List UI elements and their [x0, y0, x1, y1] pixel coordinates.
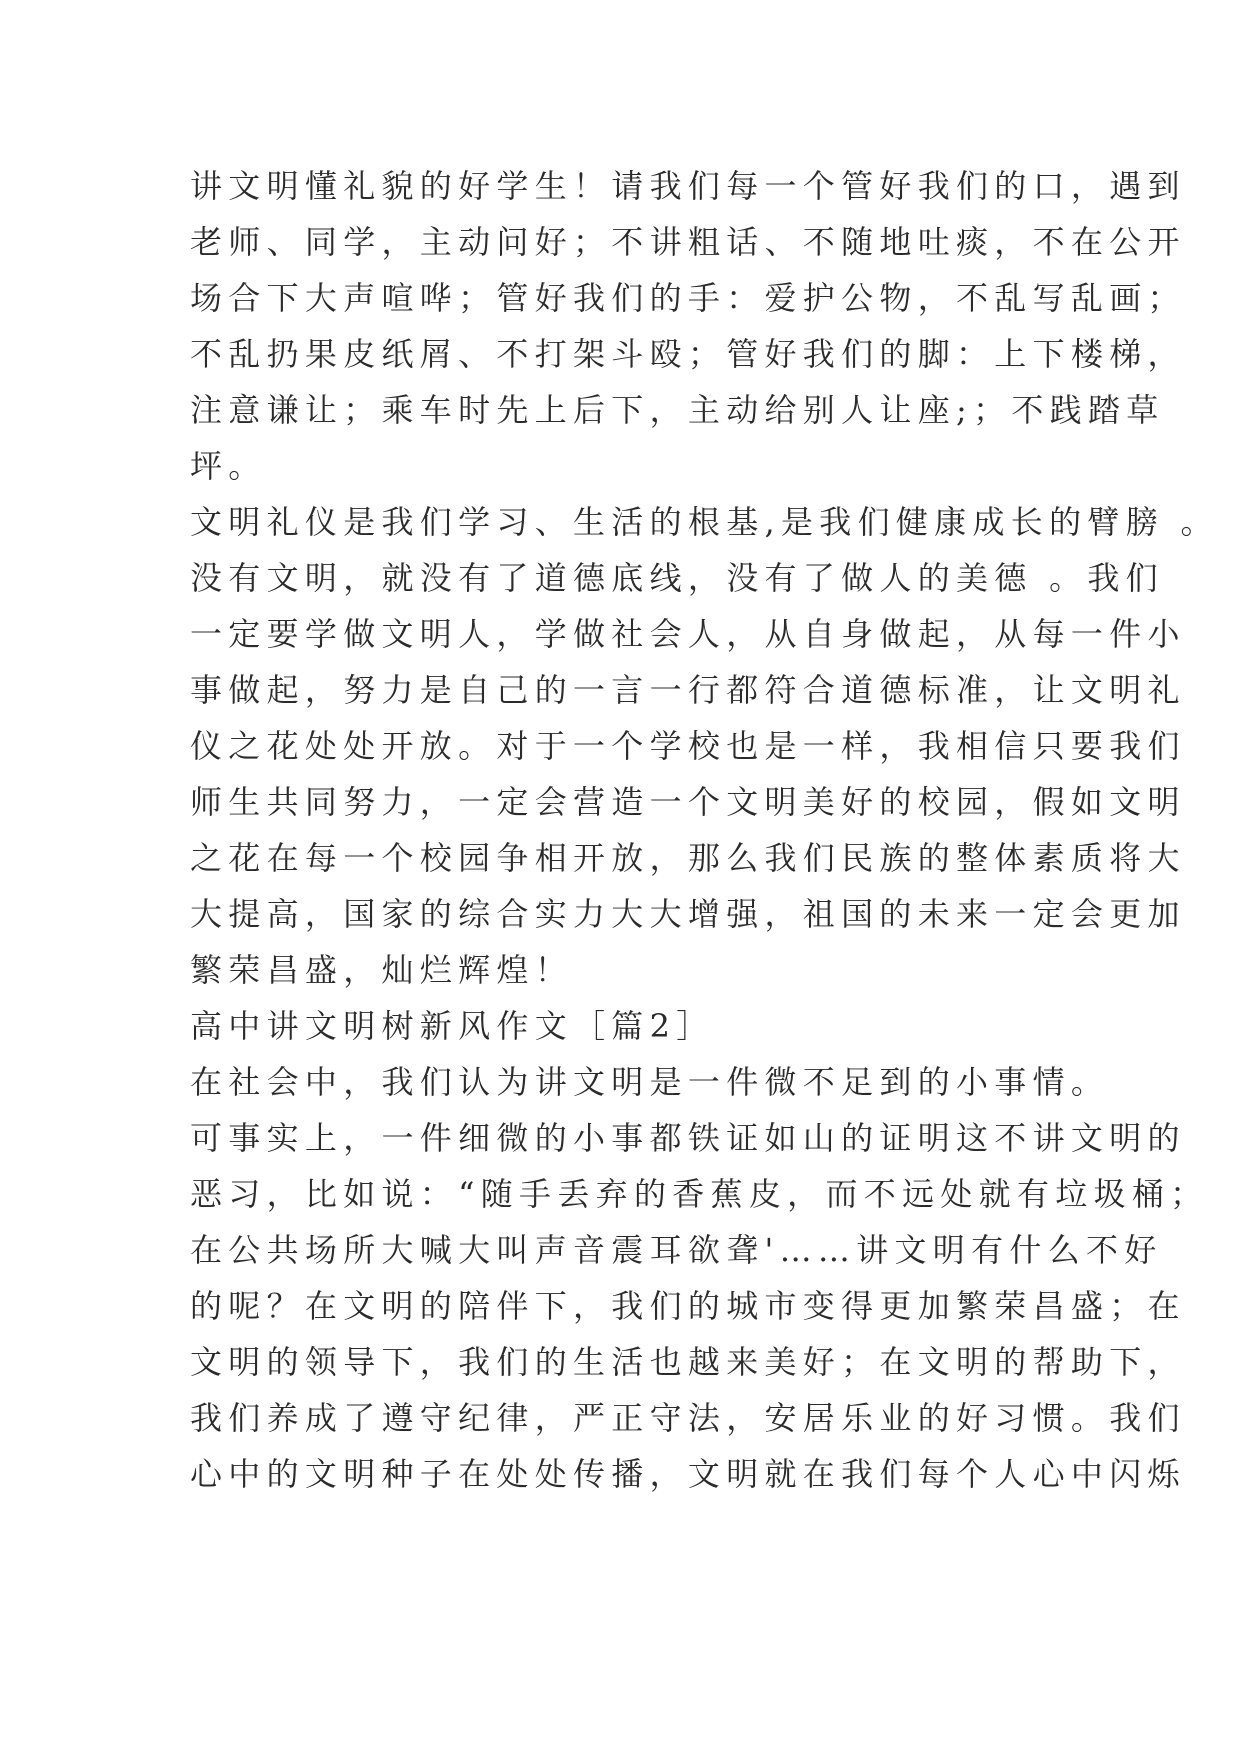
- text-line: 心中的文明种子在处处传播，文明就在我们每个人心中闪烁: [190, 1455, 1186, 1493]
- text-line: 仪之花处处开放。对于一个学校也是一样，我相信只要我们: [190, 727, 1186, 765]
- text-line: 不乱扔果皮纸屑、不打架斗殴；管好我们的脚：上下楼梯，: [190, 335, 1186, 373]
- text-line: 在公共场所大喊大叫声音震耳欲聋'……讲文明有什么不好: [190, 1231, 1163, 1269]
- body-text: [190, 158, 1219, 1502]
- text-line: 繁荣昌盛，灿烂辉煌！: [190, 951, 574, 989]
- text-line: 事做起，努力是自己的一言一行都符合道德标准，让文明礼: [190, 671, 1186, 709]
- text-line: 老师、同学，主动问好；不讲粗话、不随地吐痰，不在公开: [190, 223, 1186, 261]
- text-line: 大提高，国家的综合实力大大增强，祖国的未来一定会更加: [190, 895, 1186, 933]
- text-line: 在社会中，我们认为讲文明是一件微不足到的小事情。: [190, 1063, 1110, 1101]
- text-line: 我们养成了遵守纪律，严正守法，安居乐业的好习惯。我们: [190, 1399, 1186, 1437]
- text-line: 的呢？在文明的陪伴下，我们的城市变得更加繁荣昌盛；在: [190, 1287, 1186, 1325]
- text-line: 恶习，比如说：“随手丢弃的香蕉皮，而不远处就有垃圾桶；: [190, 1175, 1209, 1213]
- text-line: 场合下大声喧哗；管好我们的手：爱护公物，不乱写乱画；: [190, 279, 1186, 317]
- text-line: 可事实上，一件细微的小事都铁证如山的证明这不讲文明的: [190, 1119, 1186, 1157]
- text-line: 文明礼仪是我们学习、生活的根基,是我们健康成长的臂膀 。: [190, 503, 1219, 541]
- text-line: 师生共同努力，一定会营造一个文明美好的校园，假如文明: [190, 783, 1186, 821]
- text-line: 没有文明，就没有了道德底线，没有了做人的美德 。我们: [190, 559, 1164, 597]
- text-line: 坪。: [190, 447, 267, 485]
- text-line: 讲文明懂礼貌的好学生！请我们每一个管好我们的口，遇到: [190, 167, 1186, 205]
- section-heading: 高中讲文明树新风作文［篇2］: [190, 1007, 715, 1045]
- text-line: 文明的领导下，我们的生活也越来美好；在文明的帮助下，: [190, 1343, 1186, 1381]
- text-line: 一定要学做文明人，学做社会人，从自身做起，从每一件小: [190, 615, 1186, 653]
- text-line: 注意谦让；乘车时先上后下，主动给别人让座;；不践踏草: [190, 391, 1165, 429]
- text-line: 之花在每一个校园争相开放，那么我们民族的整体素质将大: [190, 839, 1186, 877]
